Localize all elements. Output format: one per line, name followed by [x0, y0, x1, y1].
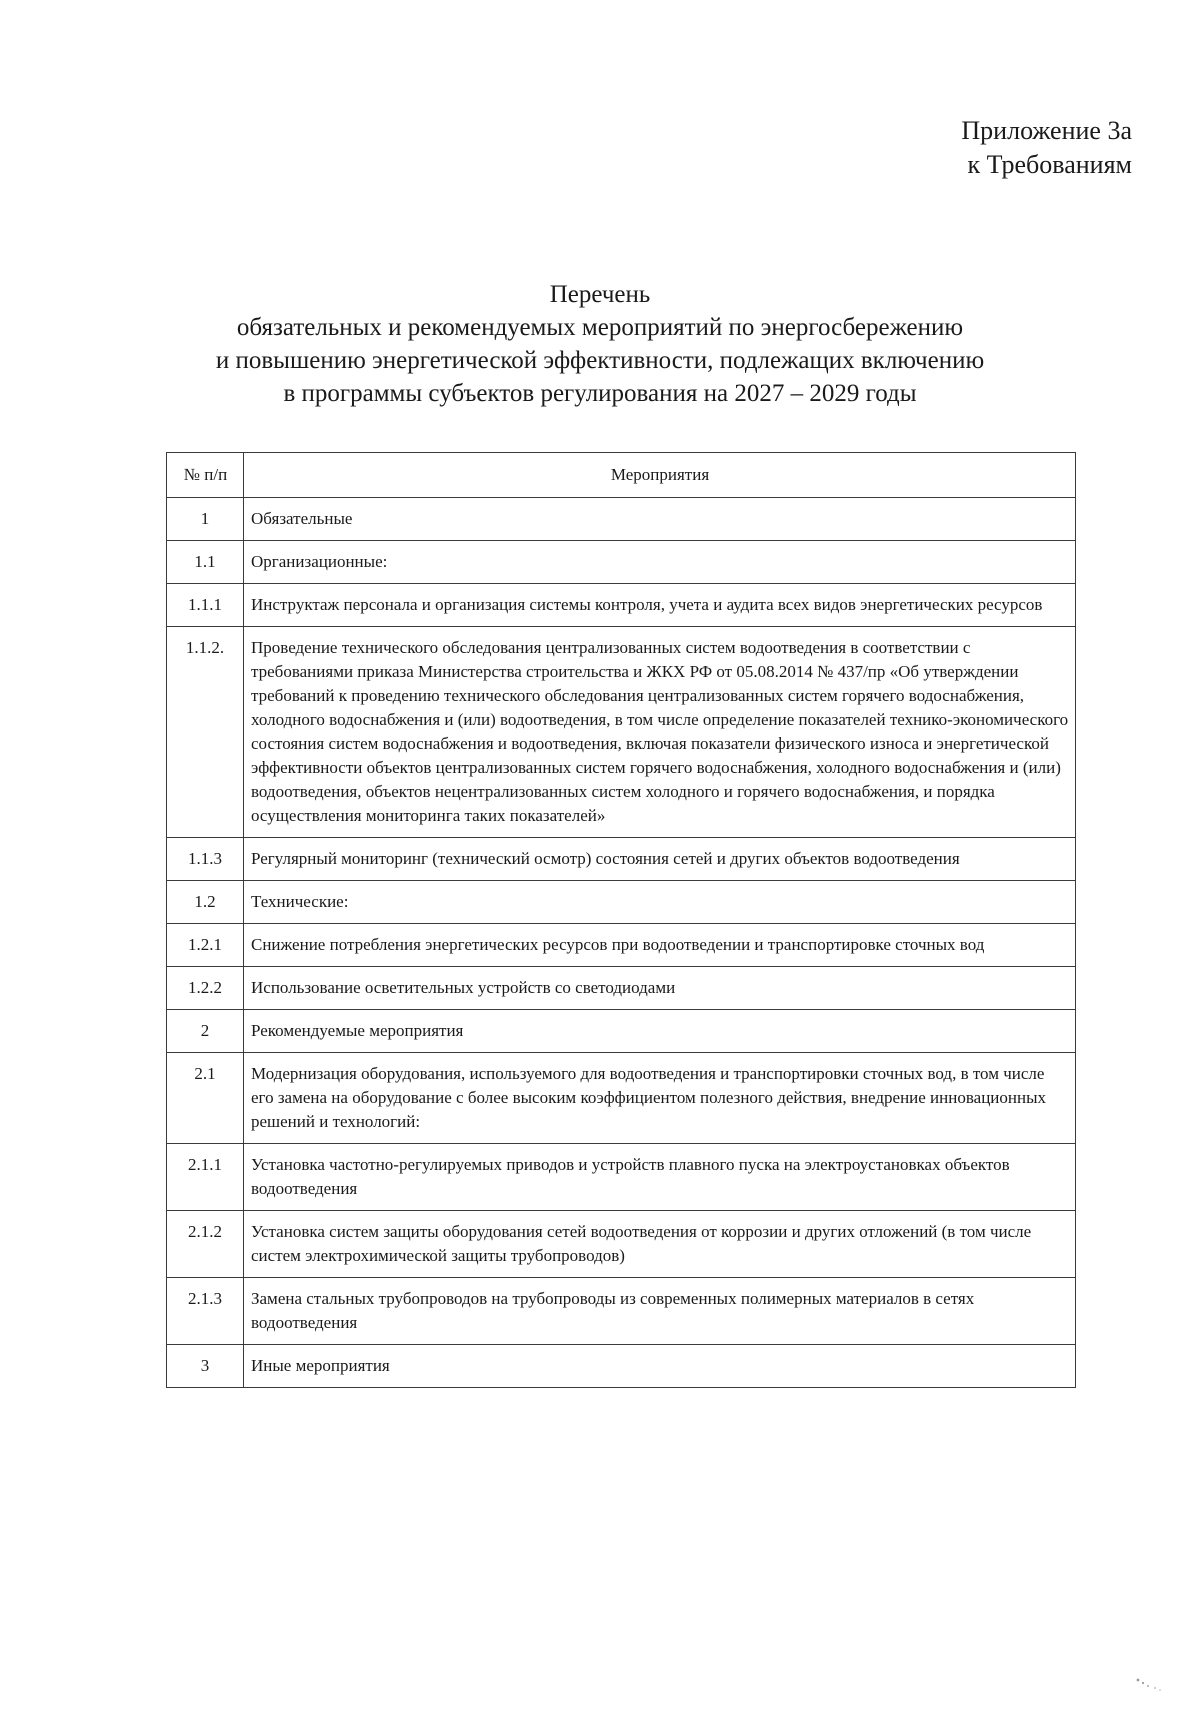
table-row	[167, 881, 1076, 924]
row-number: 1.2.1	[167, 924, 244, 967]
title-line-3: и повышению энергетической эффективности, подлежащих включению	[215, 347, 985, 374]
title-line-1: Перечень	[549, 281, 651, 308]
row-text: Замена стальных трубопроводов на трубопроводы из современных полимерных материалов в сетях водоотведения	[244, 1278, 1076, 1345]
title-line-2: обязательных и рекомендуемых мероприятий по энергосбережению	[236, 314, 964, 341]
title-line-4: в программы субъектов регулирования на 2027 – 2029 годы	[283, 380, 917, 407]
measures-table	[166, 452, 1076, 1388]
row-number: 1.2	[167, 881, 244, 924]
row-number: 1.1.3	[167, 838, 244, 881]
annex-line-2: к Требованиям	[967, 150, 1132, 179]
row-text: Использование осветительных устройств со светодиодами	[244, 967, 1076, 1010]
scan-artifact-mark	[1134, 1676, 1164, 1697]
table-row	[167, 838, 1076, 881]
table-row	[167, 584, 1076, 627]
annex-line-1: Приложение 3а	[961, 116, 1132, 145]
row-text: Инструктаж персонала и организация системы контроля, учета и аудита всех видов энергетических ресурсов	[244, 584, 1076, 627]
annex-reference	[961, 114, 1132, 182]
table-row	[167, 1010, 1076, 1053]
row-number: 2.1.2	[167, 1211, 244, 1278]
row-text: Технические:	[244, 881, 1076, 924]
row-number: 2.1.3	[167, 1278, 244, 1345]
table-row	[167, 1144, 1076, 1211]
row-text: Модернизация оборудования, используемого для водоотведения и транспортировки сточных вод, в том числе его замена на оборудование с более высоким коэффициентом полезного действия, внедрение инновационных решений и технологий:	[244, 1053, 1076, 1144]
table-row	[167, 924, 1076, 967]
row-number: 2.1.1	[167, 1144, 244, 1211]
row-number: 2.1	[167, 1053, 244, 1144]
table-row	[167, 1345, 1076, 1388]
row-number: 1.1	[167, 541, 244, 584]
table-row	[167, 1053, 1076, 1144]
row-number: 1.1.1	[167, 584, 244, 627]
row-text: Обязательные	[244, 498, 1076, 541]
row-number: 3	[167, 1345, 244, 1388]
row-text: Иные мероприятия	[244, 1345, 1076, 1388]
table-row	[167, 541, 1076, 584]
table-header-row	[167, 453, 1076, 498]
row-text: Рекомендуемые мероприятия	[244, 1010, 1076, 1053]
row-text: Снижение потребления энергетических ресурсов при водоотведении и транспортировке сточных вод	[244, 924, 1076, 967]
header-measures: Мероприятия	[244, 453, 1076, 498]
table-row	[167, 967, 1076, 1010]
row-text: Установка систем защиты оборудования сетей водоотведения от коррозии и других отложений (в том числе систем электрохимической защиты трубопроводов)	[244, 1211, 1076, 1278]
row-text: Организационные:	[244, 541, 1076, 584]
table-row	[167, 627, 1076, 838]
row-number: 1.1.2.	[167, 627, 244, 838]
row-text: Установка частотно-регулируемых приводов и устройств плавного пуска на электроустановках объектов водоотведения	[244, 1144, 1076, 1211]
row-number: 1.2.2	[167, 967, 244, 1010]
row-text: Проведение технического обследования централизованных систем водоотведения в соответствии с требованиями приказа Министерства строительства и ЖКХ РФ от 05.08.2014 № 437/пр «Об утверждении требований к проведению технического обследования централизованных систем горячего водоснабжения, холодного водоснабжения и (или) водоотведения, в том числе определение показателей технико-экономического состояния систем водоснабжения и водоотведения, включая показатели физического износа и энергетической эффективности объектов централизованных систем горячего водоснабжения, холодного водоснабжения и (или) водоотведения, объектов нецентрализованных систем холодного и горячего водоснабжения, и порядка осуществления мониторинга таких показателей»	[244, 627, 1076, 838]
row-number: 1	[167, 498, 244, 541]
header-number: № п/п	[167, 453, 244, 498]
row-text: Регулярный мониторинг (технический осмотр) состояния сетей и других объектов водоотведения	[244, 838, 1076, 881]
table-row	[167, 1211, 1076, 1278]
scan-speck-icon	[1134, 1676, 1164, 1692]
table-row	[167, 498, 1076, 541]
row-number: 2	[167, 1010, 244, 1053]
table-row	[167, 1278, 1076, 1345]
document-title	[0, 278, 1200, 410]
